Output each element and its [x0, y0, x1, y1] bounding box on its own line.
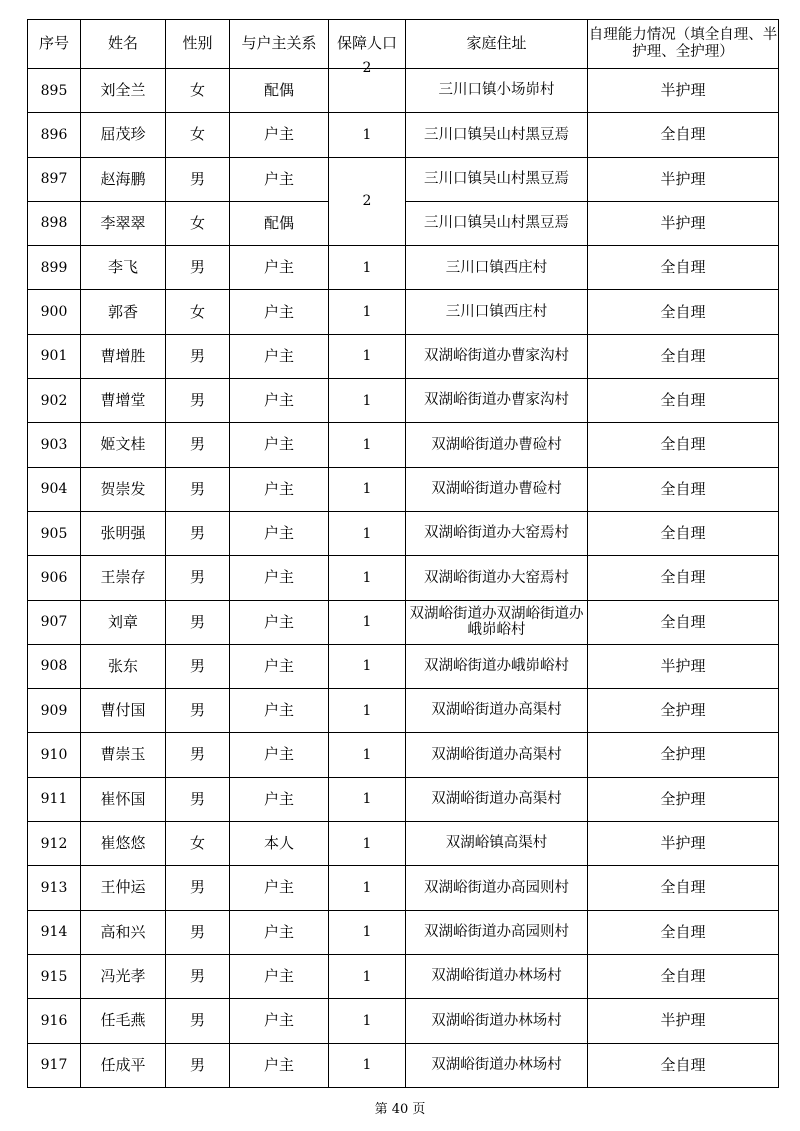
gender: 男	[166, 157, 230, 201]
self-care-status: 全自理	[588, 910, 779, 954]
covered-count: 1	[329, 467, 406, 511]
table-row	[28, 556, 779, 600]
relation: 户主	[230, 467, 329, 511]
header-name: 姓名	[81, 20, 166, 69]
row-number: 908	[28, 644, 81, 688]
table-row	[28, 290, 779, 334]
gender: 女	[166, 113, 230, 157]
gender: 男	[166, 600, 230, 644]
covered-count: 2	[329, 157, 406, 246]
home-address: 三川口镇西庄村	[406, 246, 588, 290]
relation: 配偶	[230, 201, 329, 245]
header-relation: 与户主关系	[230, 20, 329, 69]
self-care-status: 全自理	[588, 246, 779, 290]
relation: 户主	[230, 290, 329, 334]
self-care-status: 全自理	[588, 467, 779, 511]
row-number: 910	[28, 733, 81, 777]
person-name: 任毛燕	[81, 999, 166, 1043]
self-care-status: 全自理	[588, 113, 779, 157]
gender: 男	[166, 689, 230, 733]
table-row	[28, 866, 779, 910]
row-number: 909	[28, 689, 81, 733]
relation: 本人	[230, 822, 329, 866]
covered-count: 1	[329, 511, 406, 555]
self-care-status: 全自理	[588, 423, 779, 467]
person-name: 李翠翠	[81, 201, 166, 245]
person-name: 崔悠悠	[81, 822, 166, 866]
covered-count: 1	[329, 600, 406, 644]
home-address: 双湖峪街道办林场村	[406, 1043, 588, 1087]
table-row	[28, 157, 779, 201]
self-care-status: 全自理	[588, 1043, 779, 1087]
covered-count: 1	[329, 556, 406, 600]
self-care-status: 半护理	[588, 157, 779, 201]
table-row	[28, 423, 779, 467]
relation: 户主	[230, 600, 329, 644]
table-row	[28, 246, 779, 290]
person-name: 赵海鹏	[81, 157, 166, 201]
household-table	[27, 19, 779, 1088]
person-name: 张明强	[81, 511, 166, 555]
row-number: 917	[28, 1043, 81, 1087]
table-row	[28, 689, 779, 733]
person-name: 王崇存	[81, 556, 166, 600]
row-number: 897	[28, 157, 81, 201]
person-name: 崔怀国	[81, 777, 166, 821]
row-number: 902	[28, 379, 81, 423]
home-address: 双湖峪街道办曹家沟村	[406, 334, 588, 378]
gender: 女	[166, 201, 230, 245]
self-care-status: 全护理	[588, 689, 779, 733]
self-care-status: 半护理	[588, 69, 779, 113]
row-number: 912	[28, 822, 81, 866]
header-care: 自理能力情况（填全自理、半护理、全护理）	[588, 20, 779, 69]
relation: 户主	[230, 910, 329, 954]
page-number: 第 40 页	[374, 1102, 426, 1117]
home-address: 双湖峪街道办林场村	[406, 954, 588, 998]
home-address: 双湖峪街道办高渠村	[406, 777, 588, 821]
relation: 户主	[230, 379, 329, 423]
table-row	[28, 910, 779, 954]
gender: 女	[166, 290, 230, 334]
person-name: 贺崇发	[81, 467, 166, 511]
person-name: 任成平	[81, 1043, 166, 1087]
gender: 男	[166, 511, 230, 555]
home-address: 三川口镇西庄村	[406, 290, 588, 334]
self-care-status: 全自理	[588, 954, 779, 998]
row-number: 913	[28, 866, 81, 910]
home-address: 三川口镇吴山村黑豆焉	[406, 201, 588, 245]
row-number: 915	[28, 954, 81, 998]
relation: 户主	[230, 511, 329, 555]
self-care-status: 全自理	[588, 866, 779, 910]
gender: 男	[166, 999, 230, 1043]
self-care-status: 全自理	[588, 290, 779, 334]
gender: 男	[166, 644, 230, 688]
relation: 户主	[230, 113, 329, 157]
table-row	[28, 777, 779, 821]
self-care-status: 全护理	[588, 733, 779, 777]
covered-count: 1	[329, 423, 406, 467]
row-number: 903	[28, 423, 81, 467]
covered-count: 1	[329, 866, 406, 910]
home-address: 双湖峪街道办大窑焉村	[406, 556, 588, 600]
home-address: 三川口镇吴山村黑豆焉	[406, 113, 588, 157]
person-name: 曹增胜	[81, 334, 166, 378]
self-care-status: 全护理	[588, 777, 779, 821]
row-number: 904	[28, 467, 81, 511]
relation: 户主	[230, 866, 329, 910]
person-name: 张东	[81, 644, 166, 688]
gender: 男	[166, 379, 230, 423]
home-address: 双湖峪街道办双湖峪街道办峨峁峪村	[406, 600, 588, 644]
gender: 男	[166, 910, 230, 954]
home-address: 双湖峪街道办高渠村	[406, 733, 588, 777]
relation: 户主	[230, 556, 329, 600]
row-number: 906	[28, 556, 81, 600]
self-care-status: 全自理	[588, 379, 779, 423]
row-number: 898	[28, 201, 81, 245]
header-count: 保障人口	[329, 20, 406, 69]
covered-count: 1	[329, 644, 406, 688]
covered-count: 1	[329, 822, 406, 866]
person-name: 曹付国	[81, 689, 166, 733]
table-row	[28, 600, 779, 644]
row-number: 895	[28, 69, 81, 113]
person-name: 刘全兰	[81, 69, 166, 113]
home-address: 三川口镇吴山村黑豆焉	[406, 157, 588, 201]
self-care-status: 半护理	[588, 999, 779, 1043]
table-row	[28, 113, 779, 157]
gender: 男	[166, 733, 230, 777]
person-name: 姬文桂	[81, 423, 166, 467]
table-body	[28, 60, 779, 1088]
relation: 户主	[230, 999, 329, 1043]
table-row	[28, 733, 779, 777]
home-address: 双湖峪街道办大窑焉村	[406, 511, 588, 555]
table-row	[28, 822, 779, 866]
covered-count: 1	[329, 689, 406, 733]
relation: 户主	[230, 1043, 329, 1087]
covered-count	[329, 60, 406, 113]
covered-count: 1	[329, 954, 406, 998]
relation: 配偶	[230, 69, 329, 113]
row-number: 905	[28, 511, 81, 555]
row-number: 896	[28, 113, 81, 157]
table-row	[28, 467, 779, 511]
relation: 户主	[230, 644, 329, 688]
covered-count: 1	[329, 246, 406, 290]
self-care-status: 全自理	[588, 600, 779, 644]
self-care-status: 半护理	[588, 822, 779, 866]
table-row	[28, 1043, 779, 1087]
gender: 男	[166, 334, 230, 378]
table-row	[28, 379, 779, 423]
person-name: 刘章	[81, 600, 166, 644]
row-number: 899	[28, 246, 81, 290]
self-care-status: 全自理	[588, 334, 779, 378]
header-sex: 性别	[166, 20, 230, 69]
home-address: 双湖峪街道办曹硷村	[406, 467, 588, 511]
gender: 男	[166, 1043, 230, 1087]
home-address: 双湖峪街道办曹家沟村	[406, 379, 588, 423]
table-row	[28, 954, 779, 998]
row-number: 916	[28, 999, 81, 1043]
gender: 男	[166, 467, 230, 511]
person-name: 郭香	[81, 290, 166, 334]
covered-count: 1	[329, 733, 406, 777]
table-row	[28, 69, 779, 113]
relation: 户主	[230, 689, 329, 733]
person-name: 冯光孝	[81, 954, 166, 998]
relation: 户主	[230, 423, 329, 467]
covered-count: 1	[329, 113, 406, 157]
home-address: 双湖峪街道办高园则村	[406, 866, 588, 910]
person-name: 曹崇玉	[81, 733, 166, 777]
table-row	[28, 999, 779, 1043]
covered-count: 1	[329, 290, 406, 334]
person-name: 曹增堂	[81, 379, 166, 423]
row-number: 907	[28, 600, 81, 644]
relation: 户主	[230, 334, 329, 378]
gender: 男	[166, 866, 230, 910]
gender: 男	[166, 423, 230, 467]
gender: 男	[166, 954, 230, 998]
home-address: 双湖峪街道办高渠村	[406, 689, 588, 733]
covered-count: 1	[329, 334, 406, 378]
person-name: 屈茂珍	[81, 113, 166, 157]
gender: 女	[166, 822, 230, 866]
covered-count: 1	[329, 379, 406, 423]
relation: 户主	[230, 777, 329, 821]
table-row	[28, 511, 779, 555]
person-name: 王仲运	[81, 866, 166, 910]
home-address: 双湖峪街道办峨峁峪村	[406, 644, 588, 688]
covered-count: 1	[329, 999, 406, 1043]
relation: 户主	[230, 157, 329, 201]
home-address: 三川口镇小场峁村	[406, 69, 588, 113]
table-row	[28, 644, 779, 688]
header-row	[28, 20, 779, 69]
covered-count-text: 2	[362, 60, 372, 76]
person-name: 李飞	[81, 246, 166, 290]
row-number: 901	[28, 334, 81, 378]
self-care-status: 半护理	[588, 201, 779, 245]
covered-count: 1	[329, 910, 406, 954]
row-number: 900	[28, 290, 81, 334]
covered-count: 1	[329, 1043, 406, 1087]
header-no: 序号	[28, 20, 81, 69]
relation: 户主	[230, 954, 329, 998]
row-number: 911	[28, 777, 81, 821]
home-address: 双湖峪街道办高园则村	[406, 910, 588, 954]
gender: 男	[166, 777, 230, 821]
home-address: 双湖峪街道办林场村	[406, 999, 588, 1043]
gender: 男	[166, 246, 230, 290]
table-row	[28, 334, 779, 378]
relation: 户主	[230, 246, 329, 290]
person-name: 高和兴	[81, 910, 166, 954]
gender: 女	[166, 69, 230, 113]
covered-count: 1	[329, 777, 406, 821]
relation: 户主	[230, 733, 329, 777]
self-care-status: 全自理	[588, 556, 779, 600]
home-address: 双湖峪镇高渠村	[406, 822, 588, 866]
self-care-status: 全自理	[588, 511, 779, 555]
header-address: 家庭住址	[406, 20, 588, 69]
self-care-status: 半护理	[588, 644, 779, 688]
gender: 男	[166, 556, 230, 600]
home-address: 双湖峪街道办曹硷村	[406, 423, 588, 467]
row-number: 914	[28, 910, 81, 954]
